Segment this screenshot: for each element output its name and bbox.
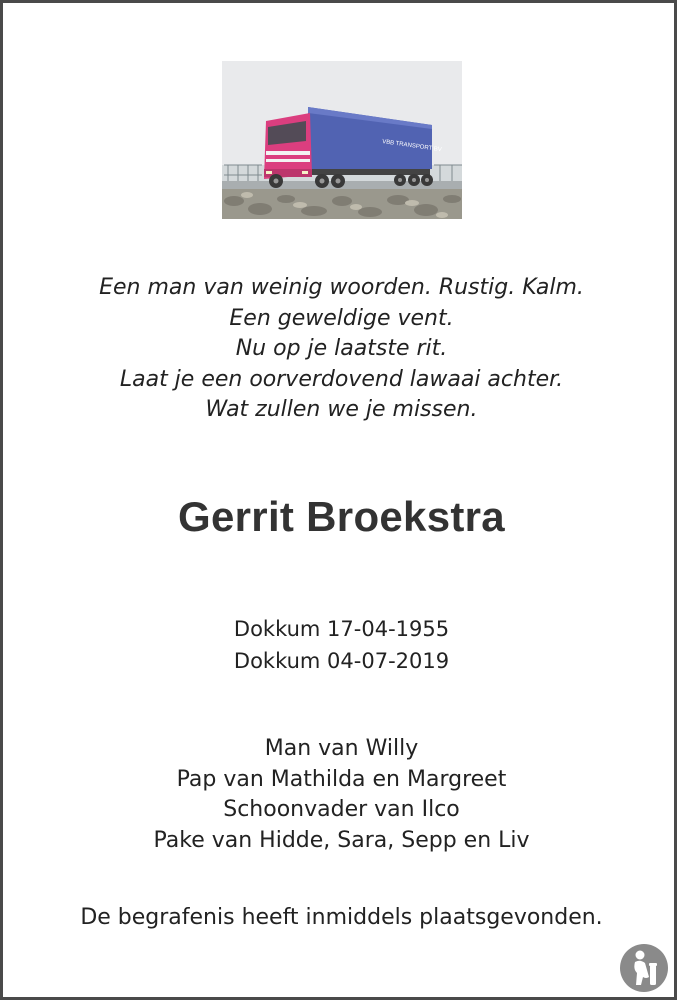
deceased-name: Gerrit Broekstra: [178, 493, 505, 540]
truck-photo: [222, 61, 462, 219]
birth-date: Dokkum 17-04-1955: [233, 617, 450, 641]
funeral-notice: De begrafenis heeft inmiddels plaatsgevonden.: [80, 905, 603, 930]
relation-line: Pap van Mathilda en Margreet: [176, 766, 507, 792]
family-relations: [3, 734, 677, 856]
poem-line: Een man van weinig woorden. Rustig. Kalm.: [99, 275, 584, 300]
poem-line: Laat je een oorverdovend lawaai achter.: [119, 366, 564, 392]
poem-line: Een geweldige vent.: [229, 305, 454, 331]
relation-line: Pake van Hidde, Sara, Sepp en Liv: [153, 827, 530, 853]
life-dates: [3, 613, 677, 677]
mourning-figure-logo-icon: [619, 943, 669, 993]
relation-line: Schoonvader van Ilco: [223, 797, 460, 822]
poem-line: Wat zullen we je missen.: [205, 397, 478, 422]
poem-line: Nu op je laatste rit.: [235, 336, 448, 361]
death-date: Dokkum 04-07-2019: [233, 649, 450, 673]
poem: [3, 273, 677, 426]
relation-line: Man van Willy: [264, 736, 419, 761]
svg-text:VBB TRANSPORT BV: VBB TRANSPORT BV: [381, 139, 443, 154]
